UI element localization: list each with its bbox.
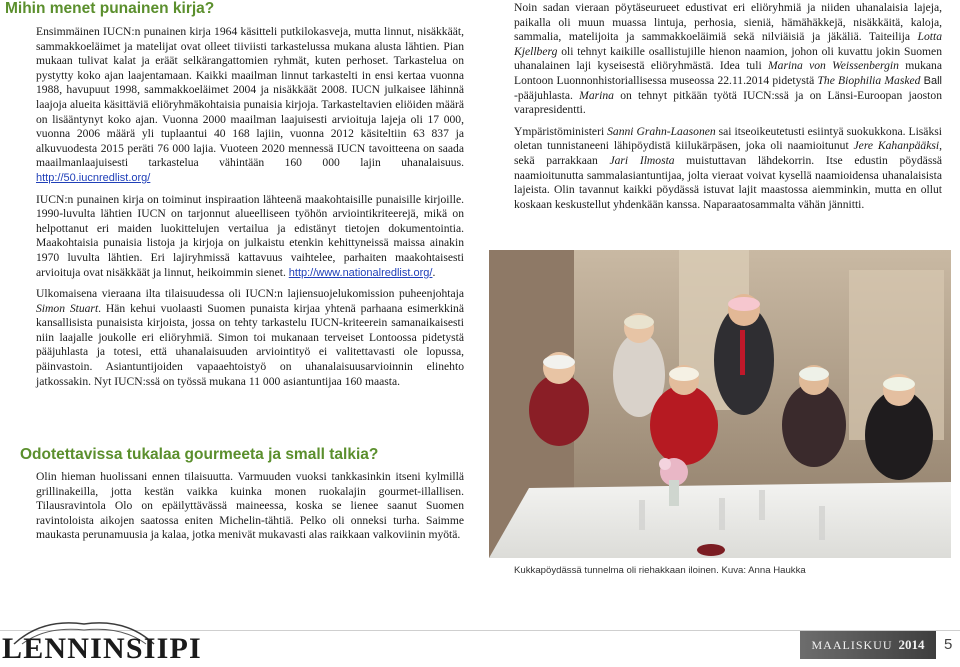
left-article-body <box>36 25 464 389</box>
magazine-logo <box>2 616 202 665</box>
paragraph-red-book-history <box>36 25 464 186</box>
paragraph-text: Noin sadan vieraan pöytäseurueet edustivat eri eliöryhmiä ja niiden uhanalaisia lajeja, paikalla oli muun muassa lintuja, perhosia, sieniä, hämähäkkejä, nisäkkäitä, kaloja, sammalia, matelijoita ja sammakkoeläimiä sekä nilviäisiä ja jäkäliä. Taiteilija <box>514 1 942 44</box>
paragraph-text: muistuttavan lähdekorrin. Itse edustin pöydässä naamioitunutta sammalasiantuntijaa, jolta vieraat voivat kysellä naamioidensa uhanalaisista lajeista. Olin tavannut kaikki pöydässä istuvat lajit maastossa aiemminkin, mutta en ollut koskaan keskustellut yhdenkään kanssa. Naparaatosammalta vähän jännitti. <box>514 153 942 211</box>
logo-wordmark: LENNINSIIPI <box>2 632 202 665</box>
person-name: Simon Stuart <box>36 301 99 315</box>
person-name: Jari Ilmosta <box>609 153 675 167</box>
photo-caption: Kukkapöydässä tunnelma oli riehakkaan iloinen. Kuva: Anna Haukka <box>514 565 806 576</box>
paragraph-text: IUCN:n punainen kirja on toiminut inspiraation lähteenä maakohtaisille punaisille kirjoille. 1990-luvulta lähtien IUCN on tarjonnut alueelliseen työhön arviointikriteerejä, mikä on helpottanut eri maiden luokittelujen vertailua ja edistänyt tietojen dokumentointia. Maakohtaisia punaisia listoja ja kirjoja on julkaistu etenkin kehittyneissä maissa ainakin 1970 luvulta lähtien. Eri lajiryhmissä kattavuus vaihtelee, parhaiten maakohtaisesti arvioituja ovat nisäkkäät ja linnut, heikoimmin sienet. <box>36 192 464 279</box>
paragraph-text: Ulkomaisena vieraana ilta tilaisuudessa oli IUCN:n lajiensuojelukomission puheenjohtaja <box>36 287 464 301</box>
iucn-redlist-link[interactable]: http://50.iucnredlist.org/ <box>36 171 151 184</box>
paragraph-text: mukana Lontoon Luonnonhistoriallisessa museossa 22.11.2014 pidetystä <box>514 59 942 87</box>
person-name: Jere Kahanpääksi <box>853 139 940 153</box>
paragraph-national-lists <box>36 193 464 281</box>
paragraph-text: on tehnyt pitkään työtä IUCN:ssä ja on Länsi-Euroopan jaoston varapresidentti. <box>514 88 942 117</box>
issue-month: MAALISKUU <box>811 637 893 652</box>
punctuation: . <box>432 265 436 279</box>
event-photo-illustration <box>489 250 951 558</box>
paragraph-text: oli tehnyt kaikille osallistujille hienon naamion, johon oli kuvattu jokin Suomen uhanalainen laji kyseisestä eliöryhmästä. Idea tuli <box>514 44 942 73</box>
paragraph-text: sai itseoikeutetusti esiintyä suokukkona. Lisäksi oletan tunnistaneeni lähipöydistä kiilukärpäsen, joka oli naamioitunut <box>514 124 942 153</box>
gourmet-article-body <box>36 470 464 543</box>
paragraph-text: -pääjuhlasta. <box>514 88 580 102</box>
person-name: Sanni Grahn-Laasonen <box>607 124 716 138</box>
person-name: Marina <box>579 88 614 102</box>
right-article-body <box>514 1 942 212</box>
national-redlist-link[interactable]: http://www.nationalredlist.org/ <box>288 266 433 279</box>
section-heading-gourmet: Odotettavissa tukalaa gourmeeta ja small talkia? <box>20 446 379 463</box>
paragraph-minister <box>514 125 942 213</box>
event-name-ball: Ball <box>923 74 942 87</box>
paragraph-gourmet: Olin hieman huolissani ennen tilaisuutta. Varmuuden vuoksi tankkasinkin itseni kylmillä grillinakeilla, jotta kestän vaikka kuinka monen ruokalajin gourmet-illallisen. Tilausravintola Olo on epäilyttävässä maineessa, koska se lienee saanut Suomen ravintoloista aikojen saatossa eniten Michelin-tähtiä. Pelko oli onneksi turha. Saimme maukasta perunamuusia ja kalaa, jotka menivät mukavasti alas raikkaan valkoviinin myötä. <box>36 470 464 542</box>
issue-year: 2014 <box>898 637 925 652</box>
paragraph-masks <box>514 1 942 118</box>
person-name: Marina von Weissenbergin <box>768 59 899 73</box>
paragraph-simon-stuart <box>36 287 464 389</box>
section-heading-red-book: Mihin menet punainen kirja? <box>5 0 215 17</box>
person-name: Lotta Kjellberg <box>514 30 942 58</box>
paragraph-text: , sekä parrakkaan <box>514 139 942 167</box>
paragraph-text: Ensimmäinen IUCN:n punainen kirja 1964 käsitteli putkilokasveja, mutta linnut, nisäkkäät, sammakkoeläimet ja matelijat ovat olleet tiiviisti tarkastelussa mukana alusta lähtien. Pian mukaan tulivat kalat ja eräät selkärangattomien ryhmät, kuten perhoset. Tarkastelua on pystytty koko ajan laajentamaan. Kaikki maailman linnut tarkastelti in ensi kertaa vuonna 1988, havupuut 1998, sammakkoeläimet 2004 ja nisäkkäät 2008. IUCN julkaisee lähinnä laajoja alueita käsittäviä eliöryhmäkohtaisia punaisia kirjoja. Tarkasteltavien eliöiden määrä on lisääntynyt koko ajan. Vuonna 2000 maailman laajuisesti arvioituja lajeja oli 17 000, vuonna 2006 määrä yli tuplaantui 40 168 lajiin, vuonna 2012 käsiteltiin 63 837 ja alkuvuodesta 2015 peräti 76 000 lajia. Vuoteen 2020 mennessä IUCN tavoitteena on saada maailmanlaajuisesti tarkastelua vähintään 160 000 lajin uhanalaisuus. <box>36 25 464 170</box>
page-number: 5 <box>944 636 953 653</box>
event-photo <box>489 250 951 558</box>
issue-banner <box>800 631 936 659</box>
paragraph-text: Ympäristöministeri <box>514 124 608 138</box>
paragraph-text: . Hän kehui vuolaasti Suomen punaista kirjaa yhtenä parhaana esimerkkinä kansallisista punaisista kirjoista, jossa on tehty tarkastelu IUCN-kriteerein samanaikaisesti niin laajalle joukolle eri eliöryhmiä. Simon toi mukanaan terveiset Lontoossa pidetystä pääjuhlasta ja totesi, että uhanalaisuuden arviointityö ei valitettavasti ole lopussa, päinvastoin. Asiantuntijoiden vapaaehtoistyö on uhanalaisuusarvioinnin elinehto jatkossakin. Nyt IUCN:ssä on työssä mukana 11 000 asiantuntijaa 160 maasta. <box>36 301 464 388</box>
event-name: The Biophilia Masked <box>817 73 921 87</box>
